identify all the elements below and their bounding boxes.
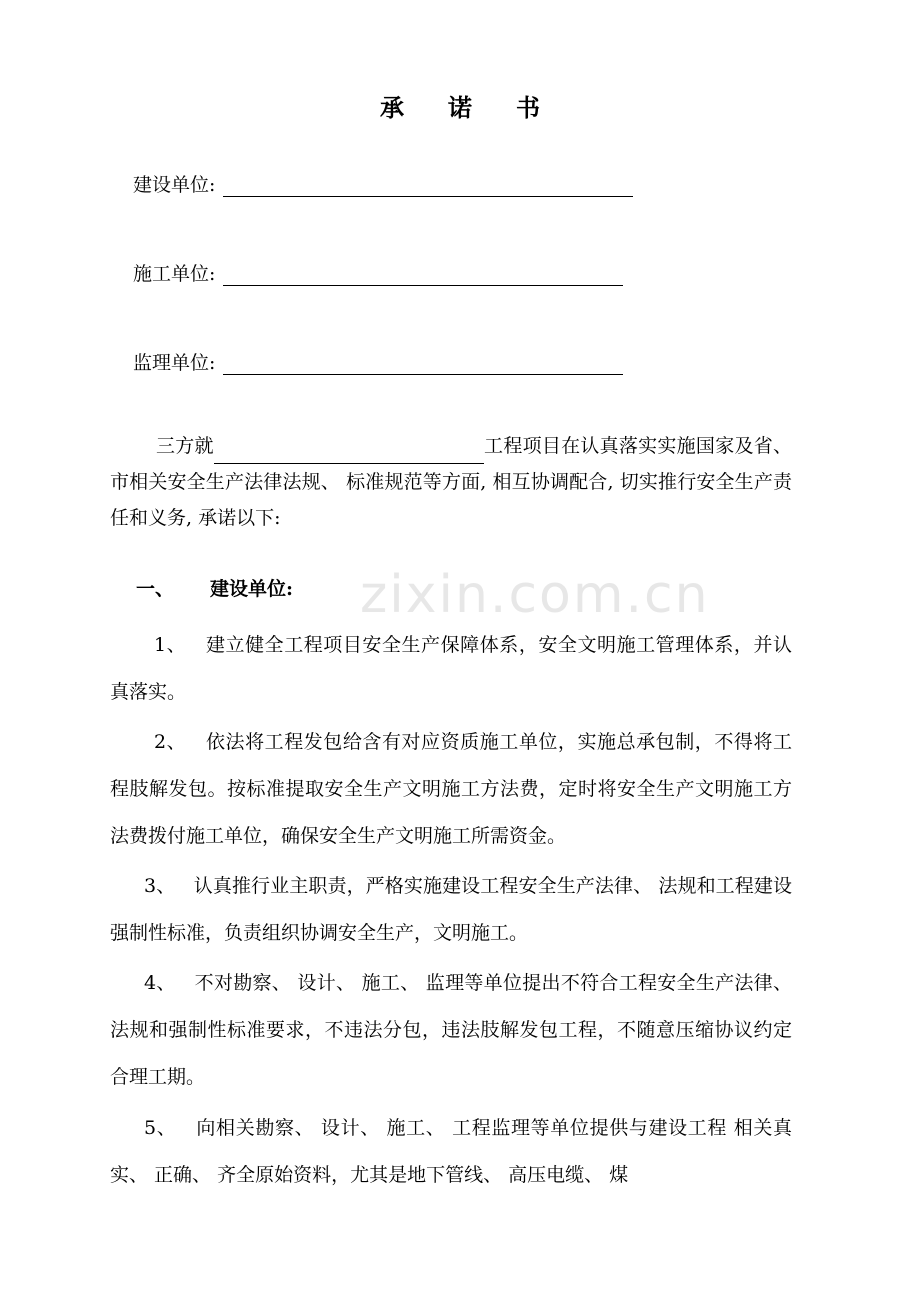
section-title: 建设单位:: [210, 578, 294, 600]
intro-after: 工程项目在认真落实实施国家及省、 市相关安全生产法律法规、 标准规范等方面, 相互协调配合, 切实推行安全生产责任和义务, 承诺以下:: [110, 435, 792, 529]
blank-line: [223, 263, 623, 286]
item-number: 5、: [144, 1117, 177, 1139]
list-item: [110, 622, 792, 716]
field-supervision-unit: [133, 348, 623, 375]
field-label: 施工单位:: [133, 263, 216, 285]
item-text: 不对勘察、 设计、 施工、 监理等单位提出不符合工程安全生产法律、 法规和强制性标准要求，不违法分包，违法肢解发包工程，不随意压缩协议约定合理工期。: [110, 972, 792, 1088]
list-item: [110, 863, 792, 957]
field-label: 建设单位:: [133, 174, 216, 196]
watermark: zixin.com.cn: [360, 565, 710, 625]
list-item: [110, 1105, 792, 1199]
item-text: 认真推行业主职责，严格实施建设工程安全生产法律、 法规和工程建设强制性标准，负责组织协调安全生产，文明施工。: [110, 875, 792, 944]
title-char: 书: [516, 93, 540, 122]
field-label: 监理单位:: [133, 352, 216, 374]
intro-before: 三方就: [156, 435, 214, 457]
field-contractor-unit: [133, 259, 623, 286]
project-name-blank: [214, 441, 484, 464]
field-construction-unit: [133, 170, 633, 197]
section-number: 一、: [136, 578, 175, 600]
blank-line: [223, 174, 633, 197]
list-item: [110, 960, 792, 1101]
item-number: 3、: [144, 875, 176, 897]
title-char: 承: [380, 93, 404, 122]
item-text: 依法将工程发包给含有对应资质施工单位，实施总承包制，不得将工程肢解发包。按标准提取安全生产文明施工方法费，定时将安全生产文明施工方法费拨付施工单位，确保安全生产文明施工所需资金。: [110, 731, 792, 847]
blank-line: [223, 352, 623, 375]
item-text: 向相关勘察、 设计、 施工、 工程监理等单位提供与建设工程 相关真实、 正确、 齐全原始资料，尤其是地下管线、 高压电缆、 煤: [110, 1117, 793, 1186]
item-number: 2、: [154, 731, 187, 753]
intro-paragraph: [110, 428, 792, 536]
list-item: [110, 719, 792, 860]
section-heading: [136, 574, 293, 601]
item-text: 建立健全工程项目安全生产保障体系，安全文明施工管理体系，并认真落实。: [110, 634, 792, 703]
document-title: [0, 88, 920, 123]
item-number: 1、: [154, 634, 187, 656]
item-number: 4、: [144, 972, 176, 994]
title-char: 诺: [448, 93, 472, 122]
